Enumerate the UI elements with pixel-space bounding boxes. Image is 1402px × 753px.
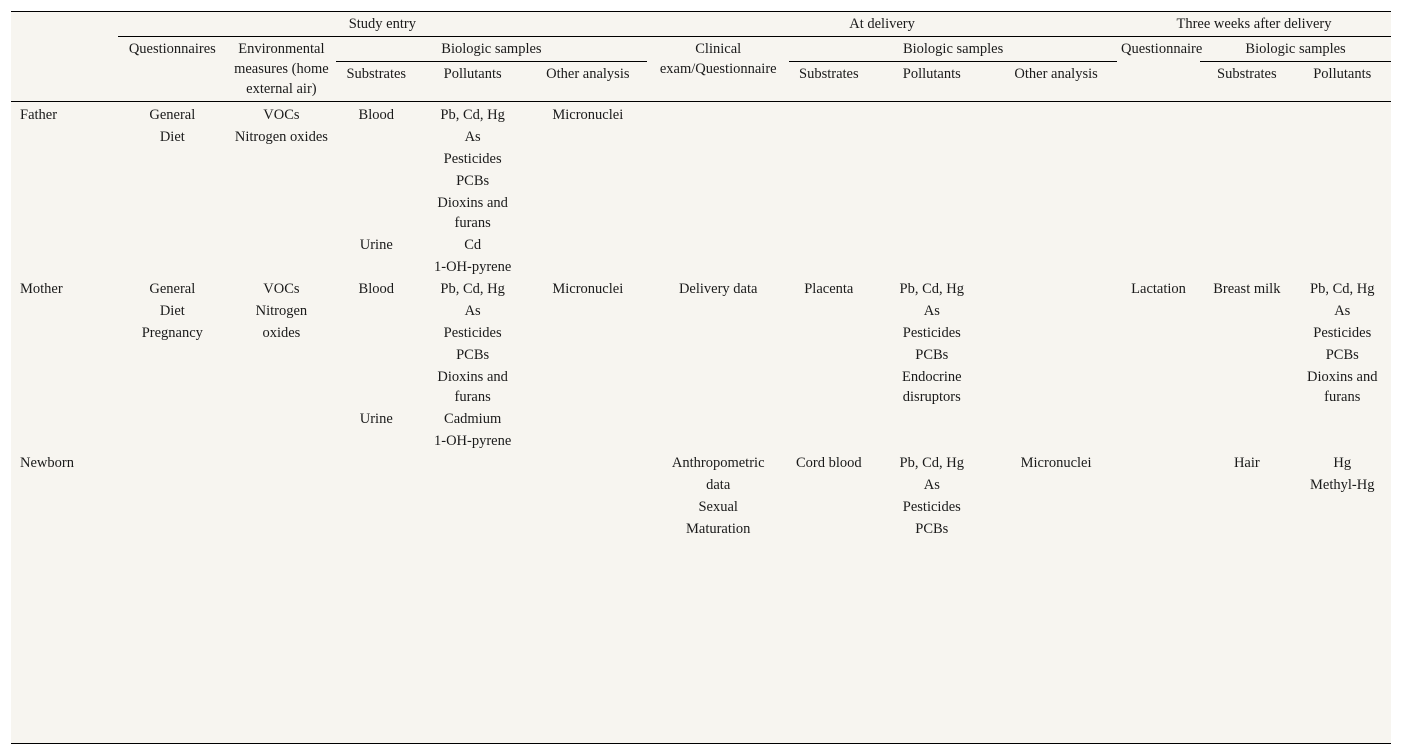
cell-environmental: Nitrogen	[255, 303, 308, 319]
cell-questionnaire-3w	[1117, 344, 1200, 366]
cell-substrate-3w	[1200, 170, 1293, 192]
table-header	[11, 12, 1391, 102]
cell-delivery-pollutant: Pb, Cd, Hg	[899, 281, 965, 297]
cell-delivery-substrate	[789, 256, 868, 278]
cell-pollutant-3w: Dioxins and furans	[1307, 369, 1378, 405]
cell-substrate-3w: Breast milk	[1213, 281, 1281, 297]
cell-questionnaire	[118, 408, 228, 430]
cell-other-analysis	[528, 148, 647, 170]
cell-questionnaire-3w	[1117, 496, 1200, 518]
cell-clinical: Sexual	[698, 499, 738, 515]
cell-row-label: Father	[20, 107, 58, 123]
cell-delivery-pollutant	[868, 408, 995, 430]
cell-pollutant	[417, 518, 529, 540]
table-row	[11, 322, 1391, 344]
cell-delivery-other	[995, 496, 1117, 518]
cell-questionnaire	[118, 192, 228, 234]
cell-row-label	[11, 474, 118, 496]
corner-cell	[11, 12, 118, 102]
cell-pollutant	[417, 452, 529, 474]
cell-questionnaire	[118, 496, 228, 518]
cell-substrate-3w	[1200, 256, 1293, 278]
cell-delivery-other	[995, 366, 1117, 408]
cell-other-analysis	[528, 234, 647, 256]
study-design-table-panel	[11, 11, 1391, 744]
cell-questionnaire-3w	[1117, 148, 1200, 170]
cell-pollutant-3w	[1294, 430, 1392, 452]
cell-delivery-pollutant: Endocrine disruptors	[901, 369, 962, 405]
cell-row-label	[11, 366, 118, 408]
cell-delivery-substrate	[789, 170, 868, 192]
cell-other-analysis	[528, 344, 647, 366]
cell-substrate-3w	[1200, 430, 1293, 452]
cell-delivery-other	[995, 148, 1117, 170]
cell-delivery-substrate	[789, 344, 868, 366]
cell-questionnaire: General	[149, 107, 196, 123]
cell-questionnaire: Diet	[159, 303, 185, 319]
cell-other-analysis: Micronuclei	[552, 107, 624, 123]
cell-pollutant	[417, 496, 529, 518]
cell-substrate	[336, 148, 417, 170]
cell-clinical	[647, 322, 789, 344]
cell-questionnaire	[118, 344, 228, 366]
cell-questionnaire	[118, 452, 228, 474]
cell-clinical	[647, 148, 789, 170]
cell-questionnaire-3w	[1117, 102, 1200, 127]
cell-pollutant: As	[464, 303, 481, 319]
cell-clinical: Delivery data	[678, 281, 758, 297]
cell-clinical	[647, 234, 789, 256]
group-at-delivery: At delivery	[647, 12, 1117, 37]
table-row	[11, 496, 1391, 518]
cell-questionnaire-3w	[1117, 170, 1200, 192]
cell-environmental: oxides	[262, 325, 301, 341]
cell-delivery-other: Micronuclei	[1020, 455, 1092, 471]
cell-questionnaire	[118, 518, 228, 540]
cell-substrate-3w	[1200, 102, 1293, 127]
cell-pollutant: PCBs	[456, 347, 490, 363]
cell-substrate-3w	[1200, 148, 1293, 170]
cell-substrate: Blood	[358, 107, 394, 123]
cell-environmental	[227, 496, 336, 518]
cell-other-analysis	[528, 452, 647, 474]
cell-environmental	[227, 366, 336, 408]
cell-substrate-3w	[1200, 234, 1293, 256]
table-body	[11, 102, 1391, 541]
cell-clinical	[647, 366, 789, 408]
cell-pollutant-3w	[1294, 192, 1392, 234]
cell-pollutant: Cadmium	[444, 411, 502, 427]
cell-questionnaire	[118, 148, 228, 170]
cell-clinical	[647, 430, 789, 452]
cell-other-analysis	[528, 192, 647, 234]
table-row	[11, 518, 1391, 540]
table-row	[11, 192, 1391, 234]
cell-delivery-other	[995, 192, 1117, 234]
cell-other-analysis	[528, 474, 647, 496]
cell-questionnaire	[118, 256, 228, 278]
cell-pollutant-3w	[1294, 256, 1392, 278]
cell-substrate-3w	[1200, 192, 1293, 234]
cell-delivery-other	[995, 300, 1117, 322]
cell-delivery-substrate	[789, 322, 868, 344]
cell-questionnaire-3w: Lactation	[1131, 281, 1186, 297]
cell-other-analysis	[528, 300, 647, 322]
col-clinical-exam: Clinical exam/Questionnaire	[659, 41, 777, 77]
cell-delivery-substrate	[789, 408, 868, 430]
cell-delivery-substrate	[789, 474, 868, 496]
cell-delivery-pollutant	[868, 234, 995, 256]
cell-questionnaire: Diet	[159, 129, 185, 145]
cell-pollutant: Pesticides	[443, 325, 502, 341]
cell-delivery-pollutant	[868, 126, 995, 148]
cell-questionnaire	[118, 170, 228, 192]
cell-questionnaire	[118, 474, 228, 496]
cell-delivery-other	[995, 234, 1117, 256]
cell-delivery-substrate	[789, 430, 868, 452]
col-environmental-measures: Environmental measures (home external air)	[234, 41, 329, 97]
cell-delivery-substrate	[789, 496, 868, 518]
cell-delivery-other	[995, 344, 1117, 366]
cell-row-label	[11, 408, 118, 430]
cell-environmental	[227, 234, 336, 256]
cell-substrate	[336, 518, 417, 540]
cell-substrate-3w	[1200, 300, 1293, 322]
col-pollutants-entry: Pollutants	[443, 66, 502, 82]
cell-delivery-substrate	[789, 518, 868, 540]
cell-substrate	[336, 300, 417, 322]
cell-other-analysis	[528, 496, 647, 518]
cell-environmental	[227, 192, 336, 234]
cell-substrate-3w	[1200, 344, 1293, 366]
cell-substrate	[336, 496, 417, 518]
cell-substrate	[336, 452, 417, 474]
cell-other-analysis	[528, 322, 647, 344]
cell-delivery-substrate	[789, 102, 868, 127]
cell-environmental: VOCs	[263, 107, 300, 123]
cell-delivery-substrate	[789, 234, 868, 256]
cell-clinical: data	[706, 477, 731, 493]
table-row	[11, 408, 1391, 430]
cell-delivery-pollutant: Pesticides	[902, 325, 961, 341]
cell-substrate-3w	[1200, 518, 1293, 540]
cell-clinical	[647, 344, 789, 366]
cell-substrate-3w	[1200, 474, 1293, 496]
col-questionnaire-3w: Questionnaire	[1120, 41, 1203, 57]
cell-pollutant-3w	[1294, 148, 1392, 170]
cell-other-analysis	[528, 256, 647, 278]
cell-row-label	[11, 170, 118, 192]
cell-pollutant: PCBs	[456, 173, 490, 189]
cell-pollutant: Cd	[464, 237, 482, 253]
cell-environmental	[227, 518, 336, 540]
cell-substrate: Urine	[359, 411, 393, 427]
cell-row-label	[11, 430, 118, 452]
table-row	[11, 452, 1391, 474]
table-row	[11, 430, 1391, 452]
col-substrates-3w: Substrates	[1217, 66, 1277, 82]
cell-questionnaire	[118, 430, 228, 452]
col-questionnaires: Questionnaires	[128, 41, 216, 57]
table-row	[11, 102, 1391, 127]
cell-substrate	[336, 126, 417, 148]
cell-substrate: Urine	[359, 237, 393, 253]
cell-row-label: Newborn	[20, 455, 74, 471]
cell-delivery-pollutant	[868, 148, 995, 170]
cell-questionnaire-3w	[1117, 126, 1200, 148]
cell-substrate-3w	[1200, 366, 1293, 408]
cell-questionnaire-3w	[1117, 256, 1200, 278]
col-biologic-samples-3w: Biologic samples	[1200, 37, 1391, 62]
cell-substrate-3w: Hair	[1233, 455, 1260, 471]
cell-pollutant-3w: Pesticides	[1313, 325, 1372, 341]
cell-substrate	[336, 430, 417, 452]
cell-clinical: Anthropometric	[671, 455, 765, 471]
cell-other-analysis	[528, 366, 647, 408]
cell-substrate-3w	[1200, 322, 1293, 344]
cell-other-analysis	[528, 430, 647, 452]
cell-pollutant: Pb, Cd, Hg	[440, 281, 505, 297]
cell-substrate: Blood	[358, 281, 394, 297]
table-row	[11, 148, 1391, 170]
cell-questionnaire	[118, 234, 228, 256]
cell-delivery-pollutant: Pb, Cd, Hg	[899, 455, 965, 471]
table-row	[11, 234, 1391, 256]
cell-substrate	[336, 344, 417, 366]
cell-delivery-other	[995, 518, 1117, 540]
cell-delivery-other	[995, 430, 1117, 452]
cell-pollutant-3w	[1294, 102, 1392, 127]
cell-questionnaire-3w	[1117, 430, 1200, 452]
cell-row-label	[11, 496, 118, 518]
cell-environmental: Nitrogen oxides	[234, 129, 328, 145]
cell-delivery-substrate	[789, 192, 868, 234]
cell-pollutant: Pesticides	[443, 151, 502, 167]
cell-environmental: VOCs	[263, 281, 300, 297]
cell-environmental	[227, 170, 336, 192]
cell-questionnaire-3w	[1117, 300, 1200, 322]
cell-delivery-pollutant	[868, 102, 995, 127]
cell-row-label	[11, 300, 118, 322]
cell-substrate-3w	[1200, 126, 1293, 148]
cell-delivery-other	[995, 170, 1117, 192]
cell-delivery-pollutant	[868, 256, 995, 278]
cell-substrate	[336, 192, 417, 234]
col-pollutants-delivery: Pollutants	[902, 66, 961, 82]
cell-delivery-pollutant	[868, 170, 995, 192]
cell-substrate	[336, 366, 417, 408]
cell-clinical	[647, 408, 789, 430]
cell-environmental	[227, 148, 336, 170]
cell-pollutant: As	[464, 129, 481, 145]
cell-pollutant: Dioxins and furans	[437, 195, 508, 231]
study-design-table	[11, 12, 1391, 540]
cell-delivery-other	[995, 322, 1117, 344]
cell-delivery-pollutant	[868, 430, 995, 452]
cell-delivery-substrate	[789, 366, 868, 408]
cell-pollutant-3w	[1294, 408, 1392, 430]
cell-questionnaire-3w	[1117, 452, 1200, 474]
cell-pollutant: Dioxins and furans	[437, 369, 508, 405]
table-row	[11, 344, 1391, 366]
cell-delivery-other	[995, 102, 1117, 127]
cell-clinical	[647, 300, 789, 322]
cell-pollutant-3w: PCBs	[1325, 347, 1359, 363]
cell-questionnaire-3w	[1117, 192, 1200, 234]
col-biologic-samples-entry: Biologic samples	[336, 37, 648, 62]
cell-delivery-substrate	[789, 126, 868, 148]
cell-other-analysis	[528, 408, 647, 430]
cell-row-label	[11, 234, 118, 256]
col-substrates-delivery: Substrates	[799, 66, 859, 82]
cell-substrate	[336, 256, 417, 278]
cell-row-label	[11, 256, 118, 278]
table-row	[11, 474, 1391, 496]
cell-row-label	[11, 192, 118, 234]
cell-pollutant-3w: Methyl-Hg	[1310, 477, 1375, 493]
cell-pollutant-3w: Hg	[1333, 455, 1352, 471]
cell-delivery-other	[995, 408, 1117, 430]
cell-pollutant-3w	[1294, 234, 1392, 256]
cell-clinical: Maturation	[685, 521, 751, 537]
col-pollutants-3w: Pollutants	[1313, 66, 1372, 82]
cell-other-analysis	[528, 126, 647, 148]
col-biologic-samples-delivery: Biologic samples	[789, 37, 1117, 62]
cell-environmental	[227, 256, 336, 278]
cell-clinical	[647, 256, 789, 278]
cell-row-label	[11, 148, 118, 170]
cell-row-label	[11, 518, 118, 540]
col-other-analysis-entry: Other analysis	[546, 66, 630, 82]
cell-other-analysis	[528, 518, 647, 540]
table-row	[11, 278, 1391, 300]
cell-environmental	[227, 430, 336, 452]
cell-questionnaire-3w	[1117, 234, 1200, 256]
cell-pollutant-3w	[1294, 170, 1392, 192]
cell-delivery-other	[995, 126, 1117, 148]
table-row	[11, 366, 1391, 408]
cell-delivery-pollutant: PCBs	[915, 521, 949, 537]
cell-substrate	[336, 474, 417, 496]
cell-questionnaire-3w	[1117, 518, 1200, 540]
cell-pollutant	[417, 474, 529, 496]
cell-delivery-substrate: Cord blood	[795, 455, 862, 471]
cell-clinical	[647, 192, 789, 234]
cell-delivery-pollutant: As	[923, 303, 940, 319]
table-row	[11, 300, 1391, 322]
group-three-weeks: Three weeks after delivery	[1117, 12, 1391, 37]
cell-clinical	[647, 102, 789, 127]
cell-pollutant: 1-OH-pyrene	[433, 259, 512, 275]
cell-row-label	[11, 344, 118, 366]
cell-questionnaire: Pregnancy	[141, 325, 203, 341]
table-row	[11, 170, 1391, 192]
cell-delivery-substrate	[789, 148, 868, 170]
cell-delivery-other	[995, 474, 1117, 496]
col-substrates-entry: Substrates	[346, 66, 407, 82]
cell-substrate	[336, 322, 417, 344]
cell-substrate-3w	[1200, 408, 1293, 430]
table-row	[11, 256, 1391, 278]
cell-questionnaire-3w	[1117, 322, 1200, 344]
table-row	[11, 126, 1391, 148]
cell-delivery-other	[995, 256, 1117, 278]
cell-environmental	[227, 452, 336, 474]
cell-pollutant-3w	[1294, 496, 1392, 518]
cell-delivery-pollutant: Pesticides	[902, 499, 961, 515]
cell-questionnaire-3w	[1117, 408, 1200, 430]
cell-delivery-pollutant: PCBs	[915, 347, 949, 363]
cell-delivery-pollutant: As	[923, 477, 940, 493]
cell-other-analysis: Micronuclei	[552, 281, 624, 297]
cell-substrate-3w	[1200, 496, 1293, 518]
cell-questionnaire-3w	[1117, 366, 1200, 408]
cell-row-label	[11, 126, 118, 148]
cell-pollutant-3w	[1294, 126, 1392, 148]
cell-environmental	[227, 408, 336, 430]
cell-clinical	[647, 170, 789, 192]
cell-questionnaire-3w	[1117, 474, 1200, 496]
cell-row-label	[11, 322, 118, 344]
cell-environmental	[227, 344, 336, 366]
cell-questionnaire	[118, 366, 228, 408]
cell-pollutant: 1-OH-pyrene	[433, 433, 512, 449]
cell-clinical	[647, 126, 789, 148]
cell-delivery-substrate: Placenta	[804, 281, 854, 297]
cell-environmental	[227, 474, 336, 496]
col-other-analysis-delivery: Other analysis	[1014, 66, 1098, 82]
cell-row-label: Mother	[20, 281, 63, 297]
cell-pollutant-3w: Pb, Cd, Hg	[1310, 281, 1375, 297]
cell-delivery-substrate	[789, 300, 868, 322]
cell-delivery-other	[995, 278, 1117, 300]
cell-substrate	[336, 170, 417, 192]
cell-pollutant-3w: As	[1334, 303, 1351, 319]
group-study-entry: Study entry	[118, 12, 648, 37]
cell-other-analysis	[528, 170, 647, 192]
cell-pollutant: Pb, Cd, Hg	[440, 107, 505, 123]
cell-questionnaire: General	[149, 281, 196, 297]
cell-delivery-pollutant	[868, 192, 995, 234]
cell-pollutant-3w	[1294, 518, 1392, 540]
